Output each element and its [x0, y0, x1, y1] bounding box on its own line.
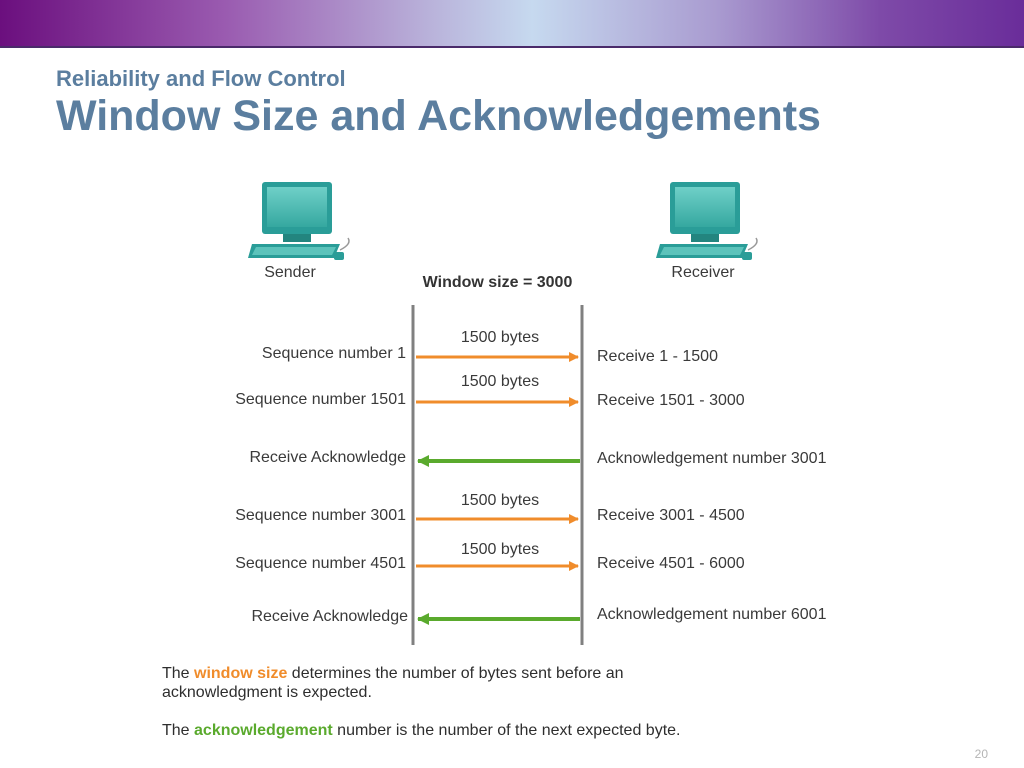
event-middle-label: 1500 bytes	[460, 329, 540, 346]
event-left-label: Sequence number 3001	[235, 507, 406, 524]
event-right-label: Receive 1 - 1500	[597, 348, 718, 365]
highlight-window-size: window size	[194, 665, 288, 682]
event-middle-label: 1500 bytes	[460, 541, 540, 558]
event-middle-label: 1500 bytes	[460, 373, 540, 390]
receiver-label: Receiver	[671, 264, 735, 281]
slide-subtitle: Reliability and Flow Control	[56, 66, 346, 91]
event-right-label: Acknowledgement number 6001	[597, 606, 827, 623]
page-number: 20	[974, 747, 988, 761]
highlight-acknowledgement: acknowledgement	[194, 722, 333, 739]
sender-label: Sender	[264, 264, 316, 281]
arrow-group	[416, 357, 580, 619]
event-right-label: Receive 1501 - 3000	[597, 392, 745, 409]
window-size-label: Window size = 3000	[422, 274, 573, 291]
event-left-label: Sequence number 1	[261, 345, 406, 362]
caption-text: number is the number of the next expected byte.	[332, 722, 681, 739]
sender-computer-icon	[248, 182, 349, 260]
event-left-label: Sequence number 4501	[235, 555, 406, 572]
caption-text: The	[162, 722, 195, 739]
event-right-label: Receive 4501 - 6000	[597, 555, 745, 572]
event-right-label: Acknowledgement number 3001	[597, 450, 827, 467]
event-right-label: Receive 3001 - 4500	[597, 507, 745, 524]
caption-text: The	[162, 665, 195, 682]
caption-text: determines the number of bytes sent before an	[287, 665, 624, 682]
caption-acknowledgement	[162, 721, 680, 740]
caption-text: acknowledgment is expected.	[162, 684, 372, 701]
caption-window-size	[162, 664, 624, 702]
slide-title: Window Size and Acknowledgements	[56, 92, 821, 140]
event-left-label: Receive Acknowledge	[249, 449, 406, 466]
event-left-label: Receive Acknowledge	[251, 608, 408, 625]
event-middle-label: 1500 bytes	[460, 492, 540, 509]
event-left-label: Sequence number 1501	[235, 391, 406, 408]
receiver-computer-icon	[656, 182, 757, 260]
